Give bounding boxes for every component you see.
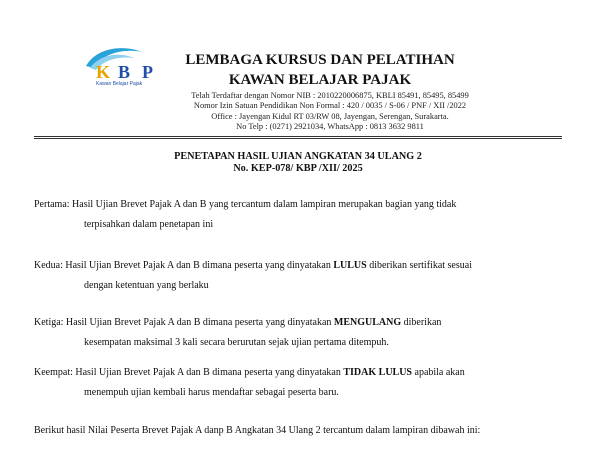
paragraph-closing xyxy=(34,424,526,437)
paragraph-line xyxy=(34,317,441,328)
text-segment: diberikan sertifikat sesuai xyxy=(366,260,472,271)
org-name-line1: LEMBAGA KURSUS DAN PELATIHAN xyxy=(185,52,455,68)
header-divider xyxy=(34,136,562,137)
document-title: PENETAPAN HASIL UJIAN ANGKATAN 34 ULANG 2 xyxy=(174,151,422,162)
registration-line: No Telp : (0271) 2921034, WhatsApp : 0813 3632 9811 xyxy=(236,122,424,132)
paragraph-continuation: dengan ketentuan yang berlaku xyxy=(84,280,209,291)
paragraph-continuation: kesempatan maksimal 3 kali secara berurutan sejak ujian pertama ditempuh. xyxy=(84,337,389,348)
paragraph-continuation: terpisahkan dalam penetapan ini xyxy=(84,219,214,230)
paragraph-line: Berikut hasil Nilai Peserta Brevet Pajak A danp B Angkatan 34 Ulang 2 tercantum dalam lampiran dibawah ini: xyxy=(34,425,481,436)
paragraph-line xyxy=(34,367,465,378)
logo-k: K xyxy=(96,62,111,82)
status-lulus: LULUS xyxy=(333,260,367,271)
kbp-logo xyxy=(82,44,174,88)
registration-line: Office : Jayengan Kidul RT 03/RW 08, Jayengan, Serengan, Surakarta. xyxy=(211,111,449,121)
registration-line: Nomor Izin Satuan Pendidikan Non Formal : 420 / 0035 / S-06 / PNF / XII /2022 xyxy=(193,101,467,111)
logo-p: P xyxy=(142,62,153,82)
text-segment: diberikan xyxy=(401,317,442,328)
logo-b: B xyxy=(118,62,131,82)
paragraph-keempat xyxy=(34,366,526,399)
paragraph-line xyxy=(34,260,472,271)
text-segment: apabila akan xyxy=(412,367,465,378)
header-divider-second xyxy=(34,138,562,139)
paragraph-pertama xyxy=(34,198,526,231)
status-mengulang: MENGULANG xyxy=(333,317,402,328)
paragraph-ketiga xyxy=(34,316,526,349)
text-segment: Ketiga: Hasil Ujian Brevet Pajak A dan B dimana peserta yang dinyatakan xyxy=(34,317,334,328)
registration-info xyxy=(120,91,540,133)
org-name-line2: KAWAN BELAJAR PAJAK xyxy=(228,72,412,88)
status-tidak-lulus: TIDAK LULUS xyxy=(343,367,412,378)
document-number: No. KEP-078/ KBP /XII/ 2025 xyxy=(233,163,363,174)
paragraph-kedua xyxy=(34,259,526,292)
logo-subtext: Kawan Belajar Pajak xyxy=(96,81,143,87)
paragraph-continuation: menempuh ujian kembali harus mendaftar sebagai peserta baru. xyxy=(84,387,339,398)
registration-line: Telah Terdaftar dengan Nomor NIB : 2010220006875, KBLI 85491, 85495, 85499 xyxy=(191,91,469,100)
text-segment: Keempat: Hasil Ujian Brevet Pajak A dan B dimana peserta yang dinyatakan xyxy=(34,367,344,378)
text-segment: Kedua: Hasil Ujian Brevet Pajak A dan B dimana peserta yang dinyatakan xyxy=(34,260,334,271)
paragraph-line: Pertama: Hasil Ujian Brevet Pajak A dan B yang tercantum dalam lampiran merupakan bagian yang tidak xyxy=(34,199,457,210)
